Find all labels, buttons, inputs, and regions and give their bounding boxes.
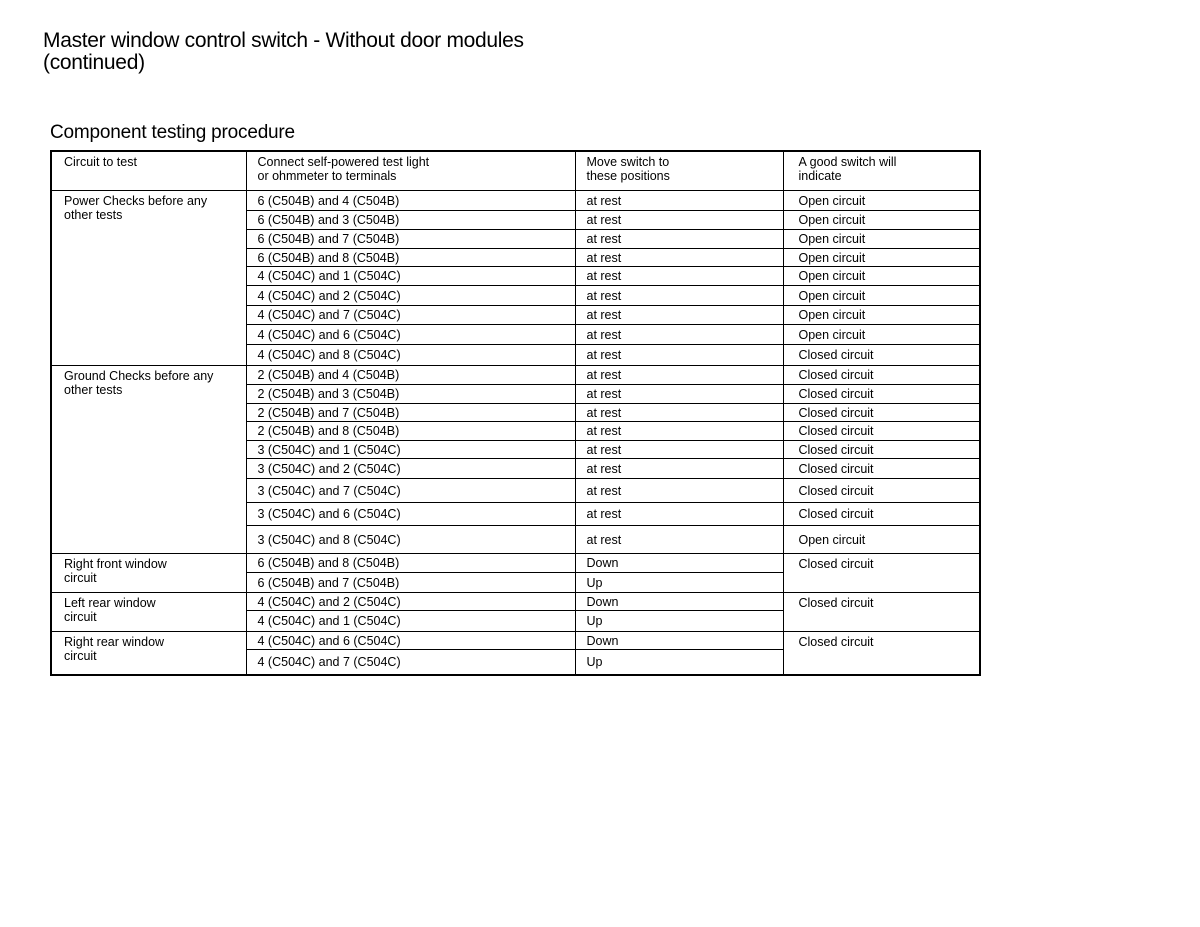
- switch-position-cell: at rest: [575, 385, 783, 404]
- terminals-cell: 3 (C504C) and 7 (C504C): [246, 479, 575, 503]
- switch-position-cell: at rest: [575, 211, 783, 230]
- terminals-cell: 6 (C504B) and 7 (C504B): [246, 230, 575, 249]
- result-cell: Closed circuit: [783, 632, 980, 675]
- terminals-cell: 4 (C504C) and 2 (C504C): [246, 593, 575, 611]
- table-row: [51, 632, 980, 650]
- result-cell: Closed circuit: [783, 593, 980, 632]
- terminals-cell: 6 (C504B) and 7 (C504B): [246, 573, 575, 593]
- header-text: Connect self-powered test light: [257, 155, 430, 169]
- result-cell: Closed circuit: [783, 503, 980, 526]
- section-title: Component testing procedure: [50, 122, 295, 143]
- terminals-cell: 6 (C504B) and 8 (C504B): [246, 249, 575, 267]
- result-cell: Closed circuit: [783, 422, 980, 441]
- result-cell: Closed circuit: [783, 385, 980, 404]
- terminals-cell: 3 (C504C) and 2 (C504C): [246, 459, 575, 479]
- switch-position-cell: Down: [575, 593, 783, 611]
- document-title: [43, 30, 524, 74]
- title-line: (continued): [43, 51, 145, 74]
- terminals-cell: 2 (C504B) and 8 (C504B): [246, 422, 575, 441]
- switch-position-cell: at rest: [575, 526, 783, 554]
- terminals-cell: 6 (C504B) and 4 (C504B): [246, 191, 575, 211]
- switch-position-cell: at rest: [575, 404, 783, 422]
- table-row: [51, 366, 980, 385]
- terminals-cell: 4 (C504C) and 6 (C504C): [246, 632, 575, 650]
- switch-position-cell: at rest: [575, 422, 783, 441]
- switch-position-cell: at rest: [575, 191, 783, 211]
- result-cell: Open circuit: [783, 325, 980, 345]
- circuit-label-line: other tests: [64, 208, 123, 222]
- terminals-cell: 4 (C504C) and 1 (C504C): [246, 611, 575, 632]
- table-row: [51, 191, 980, 211]
- circuit-label-line: other tests: [64, 383, 123, 397]
- terminals-cell: 4 (C504C) and 6 (C504C): [246, 325, 575, 345]
- switch-position-cell: at rest: [575, 325, 783, 345]
- switch-position-cell: Down: [575, 632, 783, 650]
- result-cell: Open circuit: [783, 211, 980, 230]
- result-cell: Open circuit: [783, 267, 980, 286]
- result-cell: Open circuit: [783, 191, 980, 211]
- header-terminals: [246, 151, 575, 191]
- terminals-cell: 3 (C504C) and 1 (C504C): [246, 441, 575, 459]
- result-cell: Open circuit: [783, 286, 980, 306]
- header-text: Circuit to test: [64, 155, 137, 169]
- switch-position-cell: at rest: [575, 366, 783, 385]
- result-cell: Closed circuit: [783, 345, 980, 366]
- circuit-group-label: [51, 191, 246, 366]
- switch-position-cell: Down: [575, 554, 783, 573]
- terminals-cell: 4 (C504C) and 7 (C504C): [246, 650, 575, 675]
- circuit-label-line: circuit: [64, 571, 97, 585]
- table-row: [51, 593, 980, 611]
- terminals-cell: 2 (C504B) and 4 (C504B): [246, 366, 575, 385]
- circuit-label-line: circuit: [64, 610, 97, 624]
- terminals-cell: 4 (C504C) and 8 (C504C): [246, 345, 575, 366]
- switch-position-cell: at rest: [575, 503, 783, 526]
- switch-position-cell: Up: [575, 611, 783, 632]
- switch-position-cell: at rest: [575, 345, 783, 366]
- switch-position-cell: at rest: [575, 249, 783, 267]
- terminals-cell: 4 (C504C) and 7 (C504C): [246, 306, 575, 325]
- circuit-group-label: [51, 554, 246, 593]
- switch-position-cell: at rest: [575, 441, 783, 459]
- result-cell: Closed circuit: [783, 441, 980, 459]
- terminals-cell: 4 (C504C) and 1 (C504C): [246, 267, 575, 286]
- terminals-cell: 6 (C504B) and 8 (C504B): [246, 554, 575, 573]
- header-circuit: [51, 151, 246, 191]
- switch-position-cell: Up: [575, 650, 783, 675]
- terminals-cell: 3 (C504C) and 8 (C504C): [246, 526, 575, 554]
- header-text: or ohmmeter to terminals: [257, 169, 397, 183]
- switch-position-cell: at rest: [575, 230, 783, 249]
- terminals-cell: 6 (C504B) and 3 (C504B): [246, 211, 575, 230]
- switch-position-cell: at rest: [575, 459, 783, 479]
- circuit-label-line: circuit: [64, 649, 97, 663]
- terminals-cell: 2 (C504B) and 7 (C504B): [246, 404, 575, 422]
- header-text: indicate: [798, 169, 842, 183]
- result-cell: Closed circuit: [783, 404, 980, 422]
- result-cell: Closed circuit: [783, 459, 980, 479]
- circuit-label-line: Ground Checks before any: [64, 369, 214, 383]
- circuit-group-label: [51, 366, 246, 554]
- result-cell: Closed circuit: [783, 554, 980, 593]
- switch-position-cell: Up: [575, 573, 783, 593]
- header-text: A good switch will: [798, 155, 897, 169]
- switch-position-cell: at rest: [575, 267, 783, 286]
- header-text: these positions: [586, 169, 670, 183]
- terminals-cell: 3 (C504C) and 6 (C504C): [246, 503, 575, 526]
- result-cell: Closed circuit: [783, 366, 980, 385]
- header-expected-result: [783, 151, 980, 191]
- circuit-group-label: [51, 632, 246, 675]
- switch-position-cell: at rest: [575, 306, 783, 325]
- result-cell: Open circuit: [783, 306, 980, 325]
- circuit-label-line: Right front window: [64, 557, 167, 571]
- result-cell: Open circuit: [783, 249, 980, 267]
- circuit-group-label: [51, 593, 246, 632]
- result-cell: Open circuit: [783, 230, 980, 249]
- terminals-cell: 4 (C504C) and 2 (C504C): [246, 286, 575, 306]
- header-row: [51, 151, 980, 191]
- circuit-label-line: Power Checks before any: [64, 194, 208, 208]
- component-test-table: [50, 150, 981, 676]
- result-cell: Open circuit: [783, 526, 980, 554]
- switch-position-cell: at rest: [575, 286, 783, 306]
- header-switch-position: [575, 151, 783, 191]
- terminals-cell: 2 (C504B) and 3 (C504B): [246, 385, 575, 404]
- table-row: [51, 554, 980, 573]
- header-text: Move switch to: [586, 155, 670, 169]
- switch-position-cell: at rest: [575, 479, 783, 503]
- result-cell: Closed circuit: [783, 479, 980, 503]
- title-line: Master window control switch - Without door modules: [43, 29, 524, 52]
- circuit-label-line: Left rear window: [64, 596, 156, 610]
- circuit-label-line: Right rear window: [64, 635, 165, 649]
